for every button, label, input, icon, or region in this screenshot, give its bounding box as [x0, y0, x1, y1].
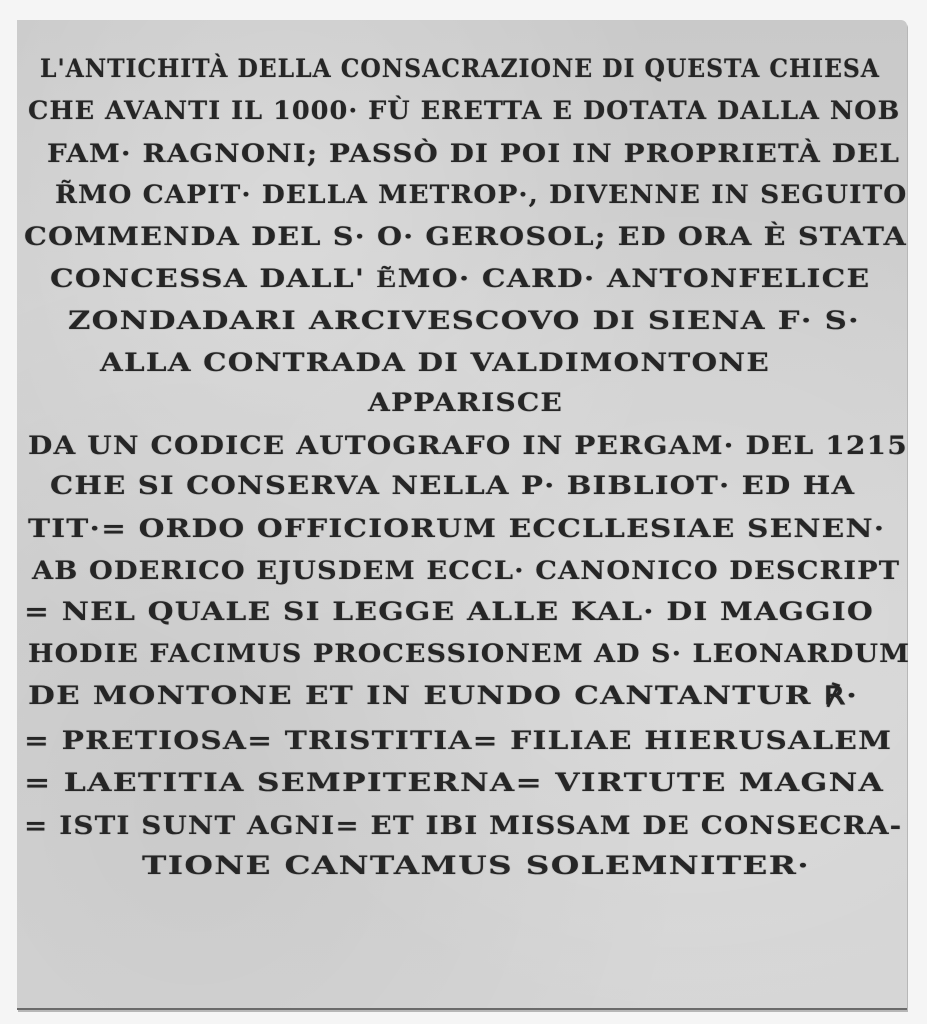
inscription-line: DA UN CODICE AUTOGRAFO IN PERGAM· DEL 1215: [28, 431, 908, 460]
inscription-line: = LAETITIA SEMPITERNA= VIRTUTE MAGNA: [24, 768, 885, 797]
inscription-line: CHE AVANTI IL 1000· FÙ ERETTA E DOTATA DALLA NOB: [28, 96, 901, 125]
inscription-line: FAM· RAGNONI; PASSÒ DI POI IN PROPRIETÀ DEL: [47, 139, 901, 168]
inscription-line: CHE SI CONSERVA NELLA P· BIBLIOT· ED HA: [50, 471, 856, 500]
inscription-line: CONCESSA DALL' E͂MO· CARD· ANTONFELICE: [50, 264, 871, 293]
inscription-line: = NEL QUALE SI LEGGE ALLE KAL· DI MAGGIO: [24, 597, 874, 626]
stone-plaque: [17, 20, 911, 1010]
inscription-line: HODIE FACIMUS PROCESSIONEM AD S· LEONARDUM: [28, 639, 911, 668]
inscription-line: TIONE CANTAMUS SOLEMNITER·: [142, 851, 810, 880]
inscription-line: APPARISCE: [368, 388, 564, 417]
inscription-line: ALLA CONTRADA DI VALDIMONTONE: [100, 348, 770, 377]
inscription-line: R̃MO CAPIT· DELLA METROP·, DIVENNE IN SEGUITO: [55, 180, 908, 209]
inscription-line: TIT·= ORDO OFFICIORUM ECCLLESIAE SENEN·: [28, 514, 886, 543]
inscription-line: ZONDADARI ARCIVESCOVO DI SIENA F· S·: [68, 306, 860, 335]
inscription-line: DE MONTONE ET IN EUNDO CANTANTUR ℟·: [28, 681, 859, 710]
inscription-line: L'ANTICHITÀ DELLA CONSACRAZIONE DI QUESTA CHIESA: [40, 54, 880, 83]
inscription-text-block: [17, 20, 911, 1008]
inscription-line: COMMENDA DEL S· O· GEROSOL; ED ORA È STATA: [24, 222, 907, 251]
inscription-line: = PRETIOSA= TRISTITIA= FILIAE HIERUSALEM: [24, 726, 893, 755]
inscription-line: AB ODERICO EJUSDEM ECCL· CANONICO DESCRIPT: [32, 556, 901, 585]
inscription-line: = ISTI SUNT AGNI= ET IBI MISSAM DE CONSECRA-: [24, 811, 903, 840]
